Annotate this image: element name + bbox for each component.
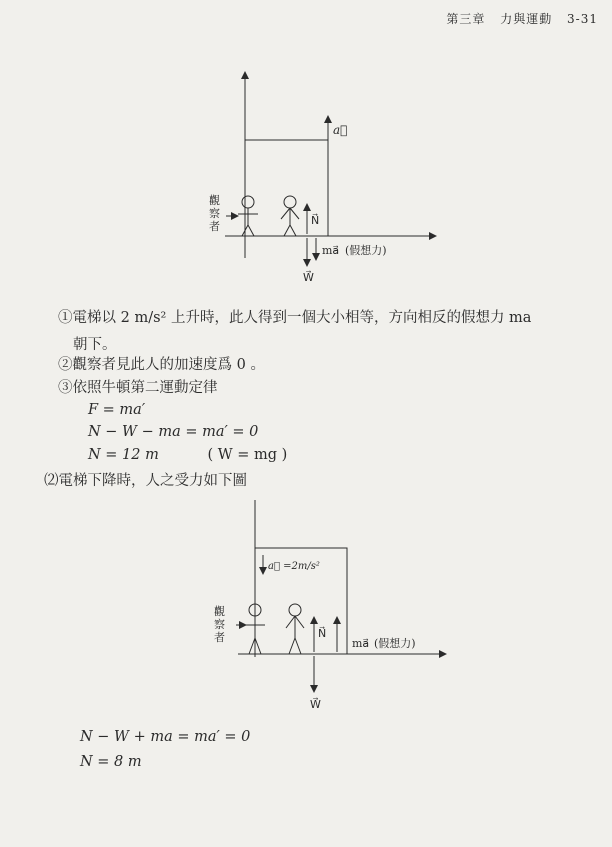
page-header bbox=[436, 10, 598, 27]
equation-3 bbox=[88, 447, 287, 463]
fictitious-force-label: ma⃗ bbox=[352, 637, 370, 650]
observer-figure bbox=[238, 196, 258, 236]
fictitious-force-label: ma⃗ bbox=[322, 244, 340, 257]
equation-1: F = ma′ bbox=[88, 402, 146, 418]
equation-3-note: ( W = mg ) bbox=[207, 447, 288, 463]
chapter-label: 第三章 bbox=[446, 12, 486, 26]
person-figure bbox=[286, 604, 304, 654]
step1-line1: ①電梯以 2 m/s² 上升時，此人得到一個大小相等，方向相反的假想力 ma bbox=[58, 310, 532, 326]
observer-label-3: 者 bbox=[209, 220, 220, 233]
equation-4: N − W + ma = ma′ = 0 bbox=[80, 729, 251, 745]
observer-label-3: 者 bbox=[214, 631, 225, 644]
observer-label-1: 觀 bbox=[209, 194, 220, 207]
step2: ②觀察者見此人的加速度爲 0 。 bbox=[58, 357, 265, 373]
person-figure bbox=[281, 196, 299, 236]
equation-5: N = 8 m bbox=[80, 754, 142, 770]
normal-force-label: N⃗ bbox=[318, 627, 327, 640]
observer-label-2: 察 bbox=[209, 207, 220, 220]
figure-elevator-down bbox=[200, 497, 460, 722]
fictitious-force-note: (假想力) bbox=[374, 637, 416, 650]
observer-label-1: 觀 bbox=[214, 605, 225, 618]
weight-label: W⃗ bbox=[303, 271, 314, 284]
part2-heading: ⑵電梯下降時，人之受力如下圖 bbox=[44, 473, 247, 489]
acceleration-label: a⃗ bbox=[333, 123, 348, 137]
equation-3-text: N = 12 m bbox=[88, 447, 159, 463]
step1-line2: 朝下。 bbox=[73, 337, 117, 353]
fictitious-force-note: (假想力) bbox=[345, 244, 387, 257]
step3: ③依照牛頓第二運動定律 bbox=[58, 380, 218, 396]
weight-label: W⃗ bbox=[310, 698, 321, 711]
observer-label-2: 察 bbox=[214, 618, 225, 631]
equation-2: N − W − ma = ma′ = 0 bbox=[88, 424, 259, 440]
chapter-title: 力與運動 bbox=[500, 12, 553, 26]
acceleration-label: a⃗ =2m/s² bbox=[268, 561, 320, 572]
page-number: 3-31 bbox=[567, 12, 598, 26]
normal-force-label: N⃗ bbox=[311, 214, 320, 227]
figure-elevator-up bbox=[190, 62, 450, 287]
